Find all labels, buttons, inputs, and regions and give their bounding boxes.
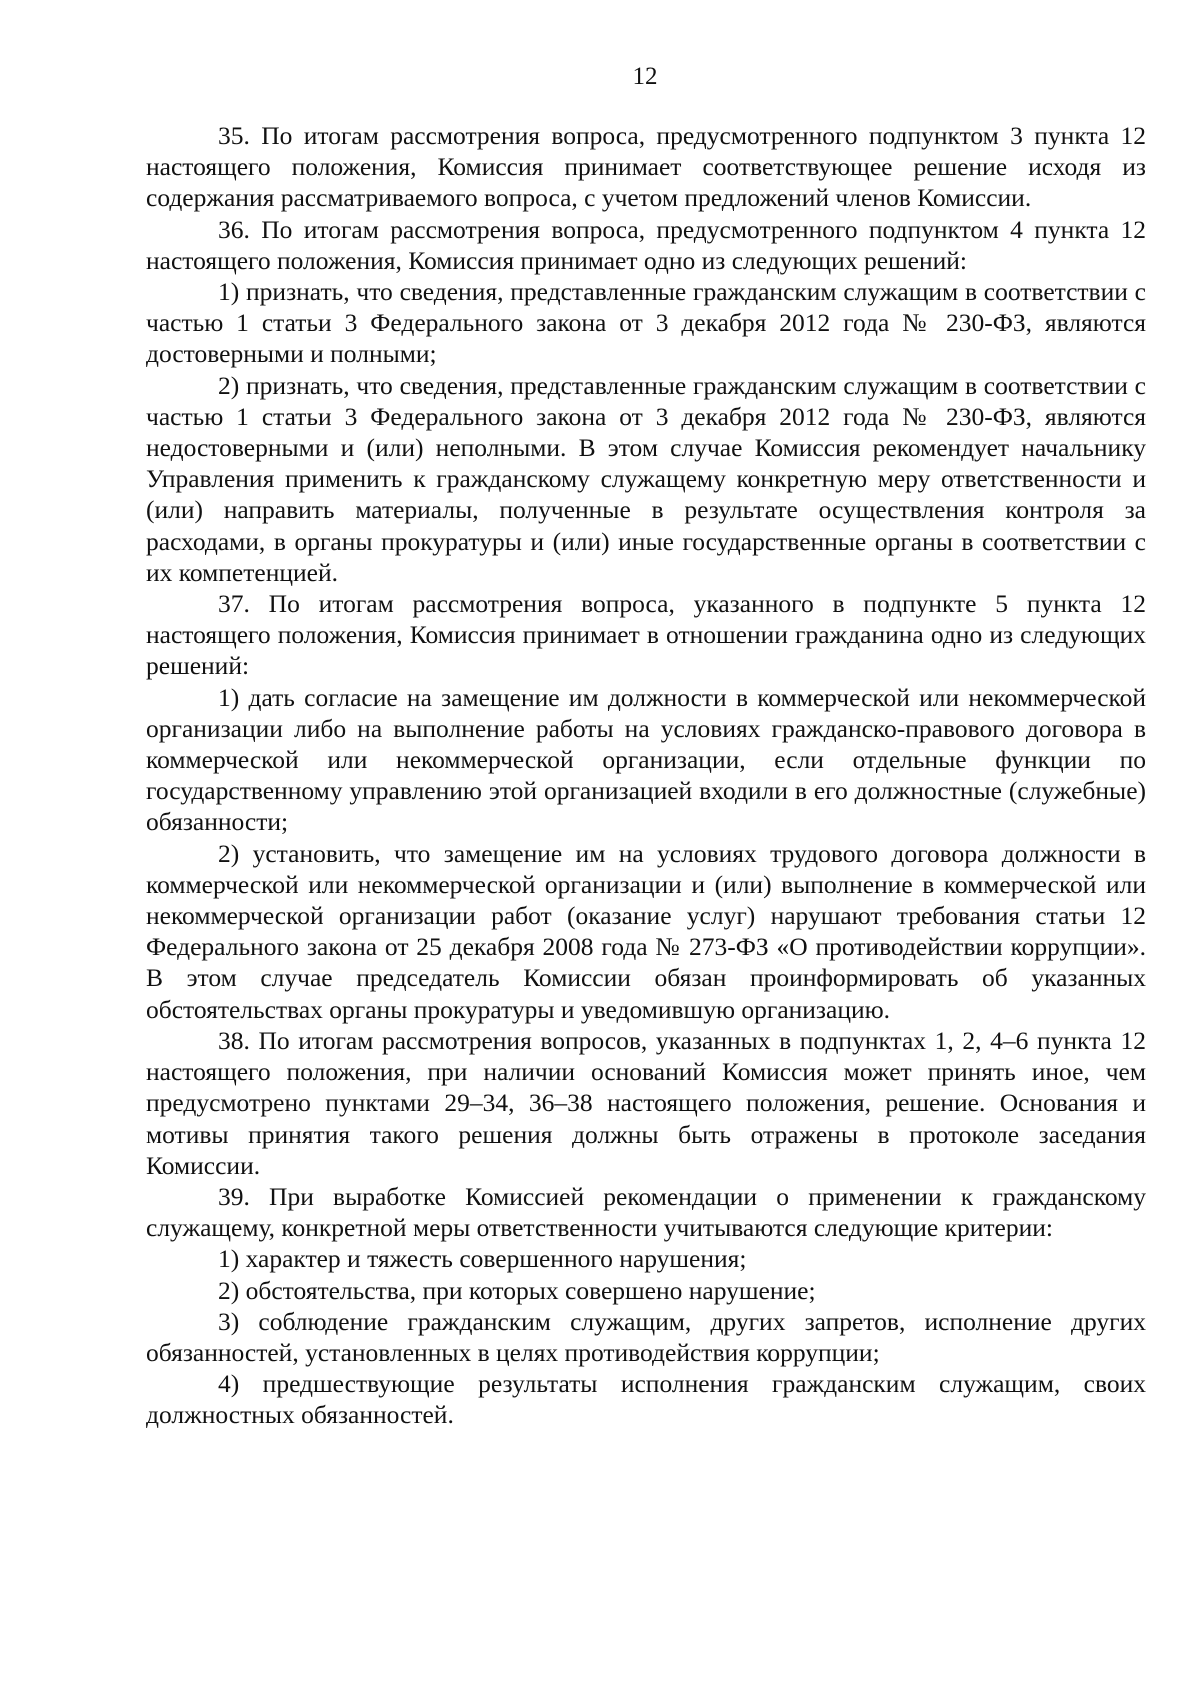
paragraph-35: 35. По итогам рассмотрения вопроса, предусмотренного подпунктом 3 пункта 12 настоящего положения, Комиссия принимает соответствующее решение исходя из содержания рассматриваемого вопроса, с учетом предложений членов Комиссии. (146, 121, 1146, 213)
paragraph-39-item-4: 4) предшествующие результаты исполнения гражданским служащим, своих должностных обязанностей. (146, 1369, 1146, 1430)
paragraph-39-item-2: 2) обстоятельства, при которых совершено нарушение; (218, 1275, 816, 1305)
paragraph-36-item-2: 2) признать, что сведения, представленные гражданским служащим в соответствии с частью 1 статьи 3 Федерального закона от 3 декабря 2012 года № 230-ФЗ, являются недостоверными и (или) неполными. В этом случае Комиссия рекомендует начальнику Управления применить к гражданскому служащему конкретную меру ответственности и (или) направить материалы, полученные в результате осуществления контроля за расходами, в органы прокуратуры и (или) иные государственные органы в соответствии с их компетенцией. (146, 370, 1146, 587)
paragraph-36: 36. По итогам рассмотрения вопроса, предусмотренного подпунктом 4 пункта 12 настоящего положения, Комиссия принимает одно из следующих решений: (146, 214, 1146, 275)
paragraph-37-item-1: 1) дать согласие на замещение им должности в коммерческой или некоммерческой организации либо на выполнение работы на условиях гражданско-правового договора в коммерческой или некоммерческой организации, если отдельные функции по государственному управлению этой организацией входили в его должностные (служебные) обязанности; (146, 682, 1146, 837)
paragraph-37-item-2: 2) установить, что замещение им на условиях трудового договора должности в коммерческой или некоммерческой организации и (или) выполнение в коммерческой или некоммерческой организации работ (оказание услуг) нарушают требования статьи 12 Федерального закона от 25 декабря 2008 года № 273-ФЗ «О противодействии коррупции». В этом случае председатель Комиссии обязан проинформировать об указанных обстоятельствах органы прокуратуры и уведомившую организацию. (146, 838, 1146, 1024)
page-number: 12 (632, 63, 658, 90)
paragraph-39-item-3: 3) соблюдение гражданским служащим, других запретов, исполнение других обязанностей, установленных в целях противодействия коррупции; (146, 1306, 1146, 1367)
paragraph-36-item-1: 1) признать, что сведения, представленные гражданским служащим в соответствии с частью 1 статьи 3 Федерального закона от 3 декабря 2012 года № 230-ФЗ, являются достоверными и полными; (146, 277, 1146, 369)
paragraph-39: 39. При выработке Комиссией рекомендации о применении к гражданскому служащему, конкретной меры ответственности учитываются следующие критерии: (146, 1181, 1146, 1243)
paragraph-39-item-1: 1) характер и тяжесть совершенного нарушения; (218, 1244, 747, 1274)
document-body (146, 120, 1146, 1431)
paragraph-37: 37. По итогам рассмотрения вопроса, указанного в подпункте 5 пункта 12 настоящего положения, Комиссия принимает в отношении гражданина одно из следующих решений: (146, 589, 1146, 681)
paragraph-38: 38. По итогам рассмотрения вопросов, указанных в подпунктах 1, 2, 4–6 пункта 12 настоящего положения, при наличии оснований Комиссия может принять иное, чем предусмотрено пунктами 29–34, 36–38 настоящего положения, решение. Основания и мотивы принятия такого решения должны быть отражены в протоколе заседания Комиссии. (146, 1025, 1146, 1180)
